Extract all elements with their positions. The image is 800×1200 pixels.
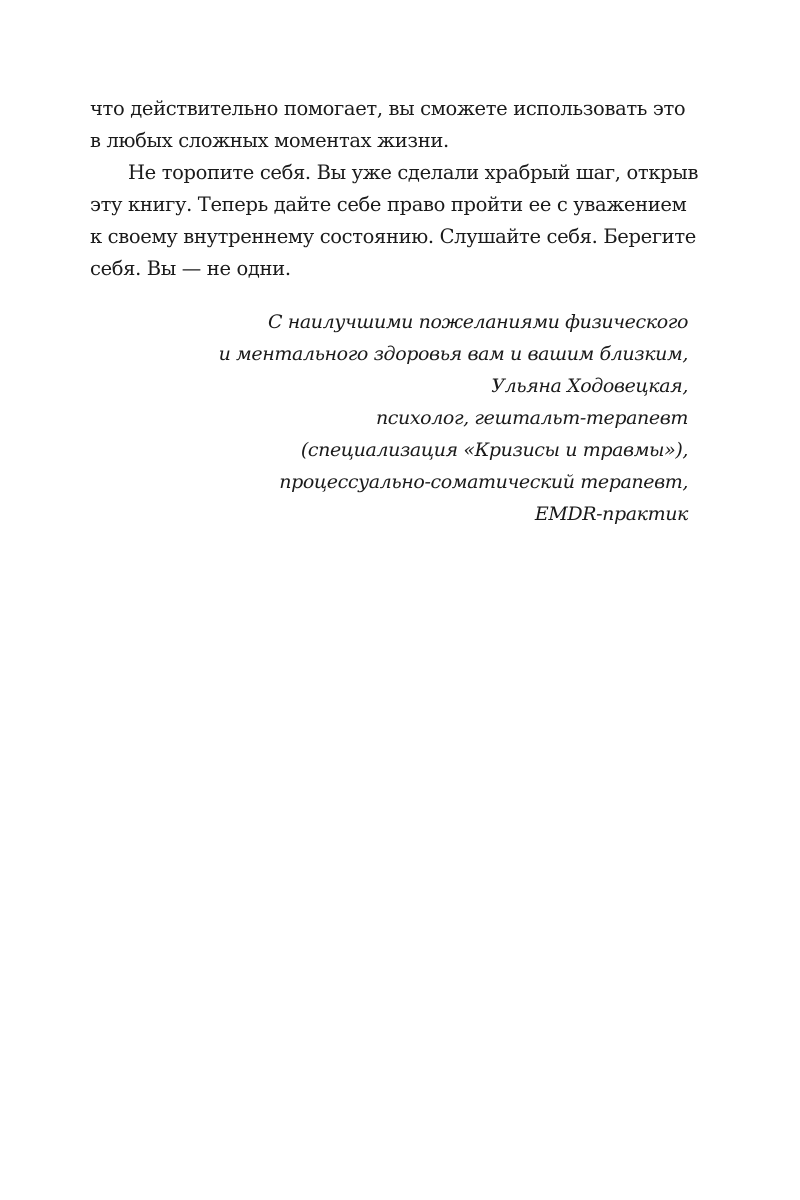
- signature-line: С наилучшими пожеланиями физического: [267, 311, 688, 333]
- author-specialization: (специализация «Кризисы и травмы»),: [300, 439, 688, 461]
- body-line: в любых сложных моментах жизни.: [90, 129, 449, 152]
- body-text: [90, 93, 700, 285]
- signature-line: и ментального здоровья вам и вашим близким,: [218, 343, 688, 365]
- author-title: психолог, гештальт-терапевт: [375, 407, 688, 429]
- body-line: эту книгу. Теперь дайте себе право пройти ее с уважением: [90, 193, 687, 216]
- author-title: EMDR-практик: [534, 503, 688, 525]
- author-signature: [128, 306, 688, 530]
- author-title: процессуально-соматический терапевт,: [279, 471, 688, 493]
- body-line: к своему внутреннему состоянию. Слушайте себя. Берегите: [90, 225, 696, 248]
- body-line: себя. Вы — не одни.: [90, 257, 291, 280]
- body-paragraph-start: Не торопите себя. Вы уже сделали храбрый шаг, открыв: [128, 161, 699, 184]
- body-line: что действительно помогает, вы сможете использовать это: [90, 97, 686, 120]
- author-name: Ульяна Ходовецкая,: [491, 375, 688, 397]
